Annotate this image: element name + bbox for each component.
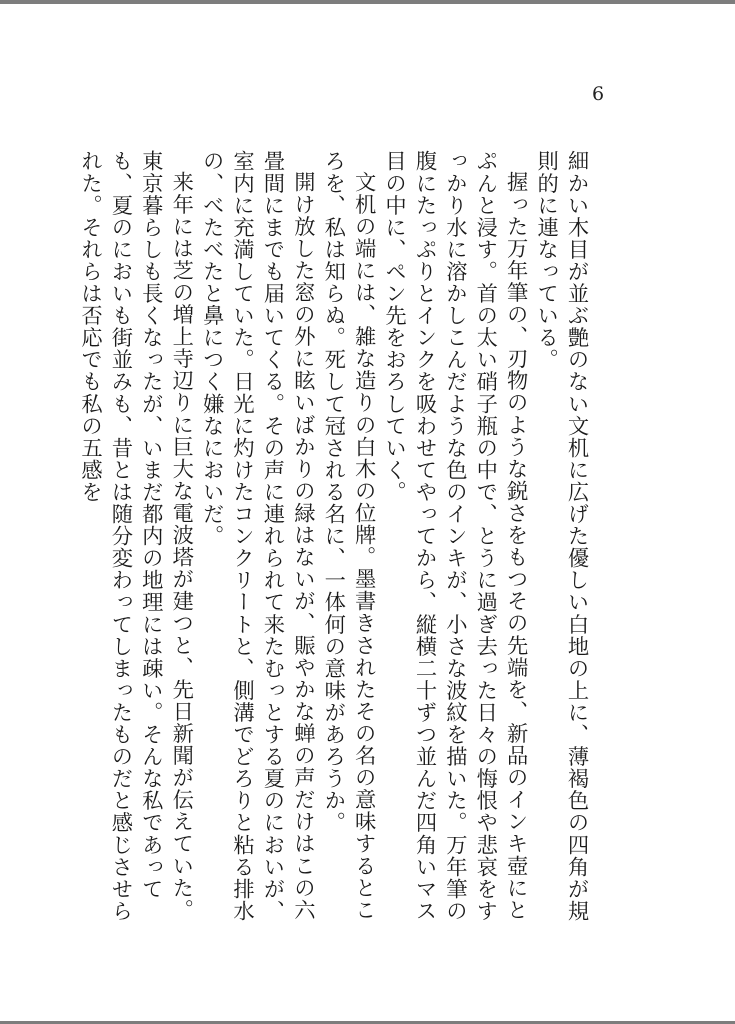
top-edge-line xyxy=(0,0,735,4)
vertical-body-text xyxy=(74,150,591,940)
paragraph-5: 来年には芝の増上寺辺りに巨大な電波塔が建つと、先日新聞が伝えていた。東京暮らしも長くなったが、いまだ都内の地理には疎い。そんな私であっても、夏のにおいも街並みも、昔とは随分変わってしまったものだと感じさせられた。それらは否応でも私の五感を xyxy=(77,150,194,922)
paragraph-3: 文机の端には、雑な造りの白木の位牌。墨書きされたその名の意味するところを、私は知らぬ。死して冠される名に、一体何の意味があろうか。 xyxy=(320,150,377,921)
page-number: 6 xyxy=(591,83,605,105)
paragraph-1: 細かい木目が並ぶ艶のない文机に広げた優しい白地の上に、薄褐色の四角が規則的に連なっている。 xyxy=(533,150,589,922)
paragraph-4: 開け放した窓の外に眩いばかりの緑はないが、賑やかな蝉の声だけはこの六畳間にまでも届いてくる。その声に連れられて来たむっとする夏のにおいが、室内に充満していた。日光に灼けたコンクリートと、側溝でどろりと粘る排水の、べたべたと鼻につく嫌なにおいだ。 xyxy=(199,150,316,922)
paragraph-2: 握った万年筆の、刃物のような鋭さをもつその先端を、新品のインキ壺にとぷんと浸す。首の太い硝子瓶の中で、とうに過ぎ去った日々の悔恨や悲哀をすっかり水に溶かしこんだような色のインキが、小さな波紋を描いた。万年筆の腹にたっぷりとインクを吸わせてやってから、縦横二十ずつ並んだ四角いマス目の中に、ペン先をおろしていく。 xyxy=(381,150,529,922)
